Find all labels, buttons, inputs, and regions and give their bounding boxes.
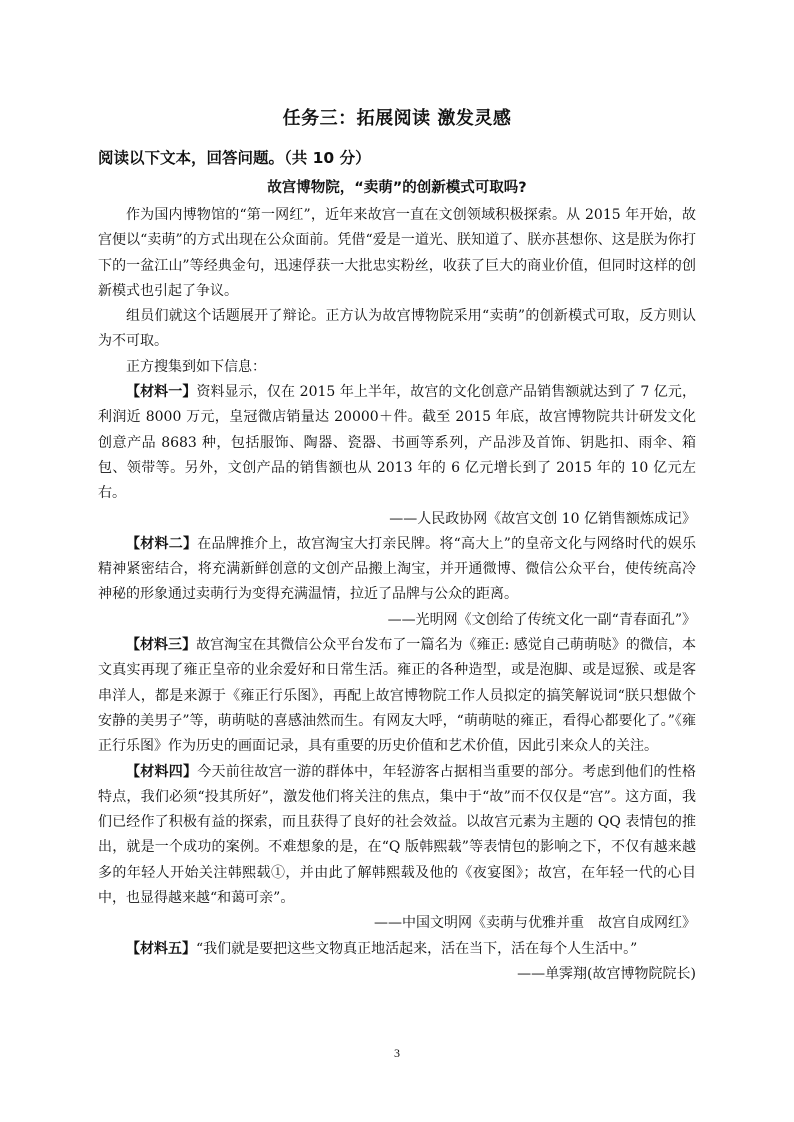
material-text: 在品牌推介上，故宫淘宝大打亲民牌。将“高大上”的皇帝文化与网络时代的娱乐精神紧密结合，将充满新鲜创意的文创产品搬上淘宝，并开通微博、微信公众平台，使传统高冷神秘的形象通过卖萌行为变得充满温情，拉近了品牌与公众的距离。 — [98, 535, 697, 603]
material-source: ——光明网《文创给了传统文化一副“青春面孔”》 — [387, 611, 696, 628]
material-2 — [98, 532, 696, 608]
material-tag: 【材料四】 — [126, 763, 198, 780]
material-tag: 【材料一】 — [126, 384, 197, 401]
material-tag: 【材料二】 — [126, 535, 198, 552]
material-source: ——单霁翔(故宫博物院院长) — [517, 965, 696, 982]
page-number: 3 — [394, 1046, 400, 1060]
material-source: ——人民政协网《故宫文创 10 亿销售额炼成记》 — [389, 510, 696, 527]
intro-paragraph: 正方搜集到如下信息： — [126, 358, 266, 375]
material-text: 故宫淘宝在其微信公众平台发布了一篇名为《雍正: 感觉自己萌萌哒》的微信，本文真实再现了雍正皇帝的业余爱好和日常生活。雍正的各种造型，或是泡脚、或是逗猴、或是客串洋人，都是来源于《雍正行乐图》，再配上故宫博物院工作人员拟定的搞笑解说词“朕只想做个安静的美男子”等，萌萌哒的喜感油然而生。有网友大呼，“萌萌哒的雍正，看得心都要化了。”《雍正行乐图》作为历史的画面记录，具有重要的历史价值和艺术价值，因此引来众人的关注。 — [98, 637, 696, 755]
material-5 — [98, 937, 696, 962]
material-1 — [98, 380, 696, 506]
material-3 — [98, 633, 696, 759]
material-tag: 【材料五】 — [126, 940, 196, 957]
intro-paragraph: 作为国内博物馆的“第一网红”，近年来故宫一直在文创领域积极探索。从 2015 年开始，故宫便以“卖萌”的方式出现在公众面前。凭借“爱是一道光、朕知道了、朕亦甚想你、这是朕为你打下的一盆江山”等经典金句，迅速俘获一大批忠实粉丝，收获了巨大的商业价值，但同时这样的创新模式也引起了争议。 — [98, 207, 696, 299]
material-text: 今天前往故宫一游的群体中，年轻游客占据相当重要的部分。考虑到他们的性格特点，我们必须“投其所好”，激发他们将关注的焦点，集中于“故”而不仅仅是“宫”。这方面，我们已经作了积极有益的探索，而且获得了良好的社会效益。以故宫元素为主题的 QQ 表情包的推出，就是一个成功的案例。不难想象的是，在“Q 版韩熙载”等表情包的影响之下，不仅有越来越多的年轻人开始关注韩熙载①，并由此了解韩熙载及他的《夜宴图》；故宫，在年轻一代的心目中，也显得越来越“和蔼可亲”。 — [98, 763, 697, 907]
material-text: “我们就是要把这些文物真正地活起来，活在当下，活在每个人生活中。” — [196, 940, 638, 957]
material-text: 资料显示，仅在 2015 年上半年，故宫的文化创意产品销售额就达到了 7 亿元，利润近 8000 万元，皇冠微店销量达 20000＋件。截至 2015 年底，故宫博物院共计研发文化创意产品 8683 种，包括服饰、陶器、瓷器、书画等系列，产品涉及首饰、钥匙扣、雨伞、箱包、领带等。另外，文创产品的销售额也从 2013 年的 6 亿元增长到了 2015 年的 10 亿元左右。 — [98, 384, 696, 502]
instruction: 阅读以下文本，回答问题。（共 10 分） — [98, 149, 371, 167]
material-source: ——中国文明网《卖萌与优雅并重 故宫自成网红》 — [374, 915, 696, 932]
task-title: 任务三：拓展阅读 激发灵感 — [282, 108, 512, 129]
material-4 — [98, 760, 696, 912]
intro-paragraph: 组员们就这个话题展开了辩论。正方认为故宫博物院采用“卖萌”的创新模式可取，反方则认为不可取。 — [98, 308, 696, 350]
article-body — [98, 203, 696, 987]
material-tag: 【材料三】 — [126, 637, 197, 654]
article-title: 故宫博物院，“卖萌”的创新模式可取吗? — [267, 180, 527, 196]
